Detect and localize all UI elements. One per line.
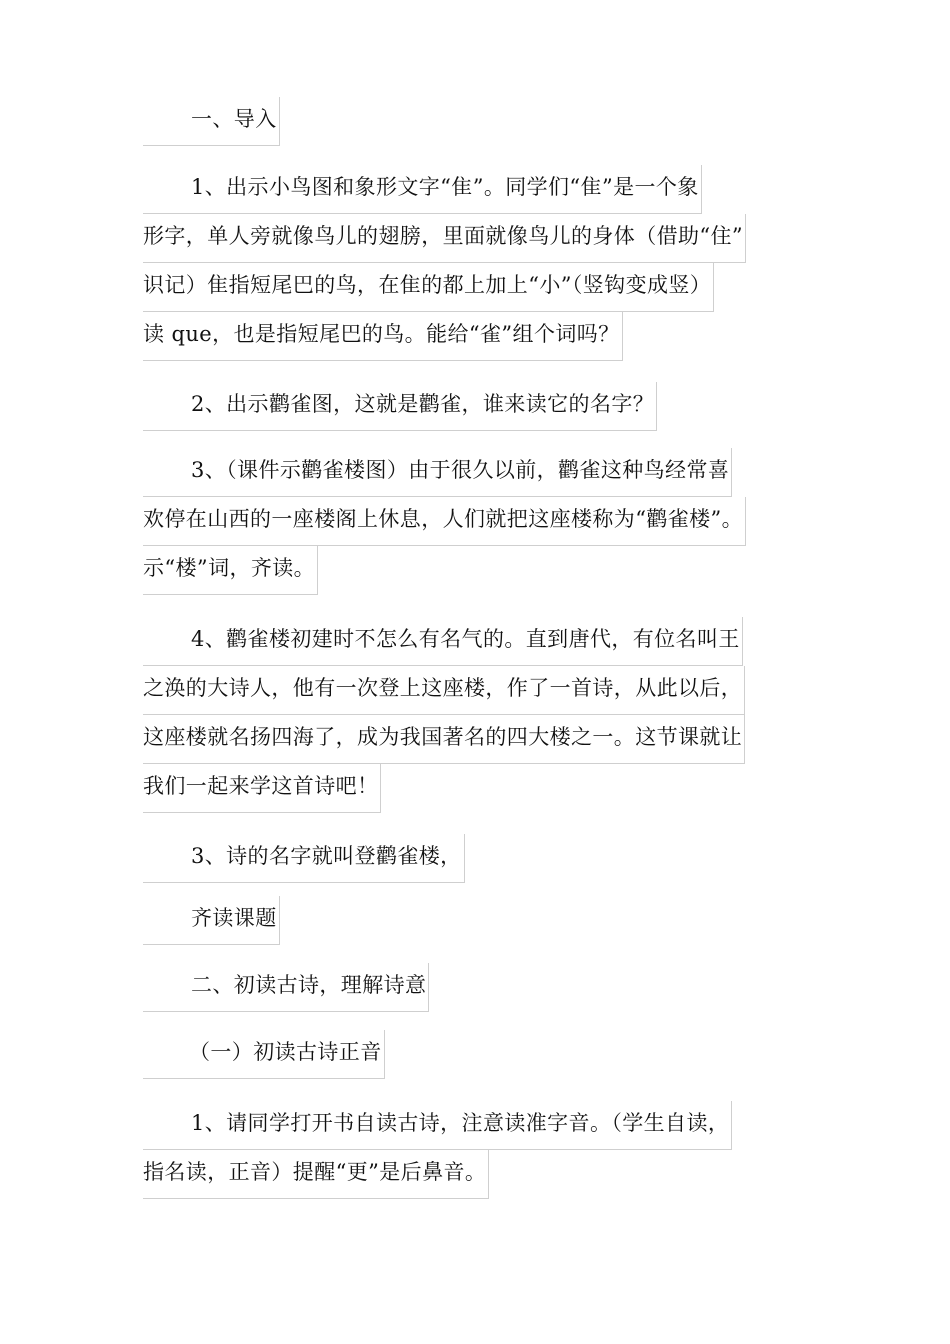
paragraph-character-zhui — [143, 165, 746, 361]
text-line: 3、（课件示鹳雀楼图）由于很久以前，鹳雀这种鸟经常喜 — [143, 448, 732, 497]
text-line: 形字，单人旁就像鸟儿的翅膀，里面就像鸟儿的身体（借助“住” — [143, 214, 746, 263]
text-line: 1、出示小鸟图和象形文字“隹”。同学们“隹”是一个象 — [143, 165, 702, 214]
text-line: （一）初读古诗正音 — [143, 1030, 385, 1079]
text-line: 2、出示鹳雀图，这就是鹳雀，谁来读它的名字？ — [143, 382, 657, 431]
text-line: 我们一起来学这首诗吧！ — [143, 764, 381, 813]
text-line: 二、初读古诗，理解诗意 — [143, 963, 429, 1012]
text-line: 4、鹳雀楼初建时不怎么有名气的。直到唐代，有位名叫王 — [143, 617, 743, 666]
paragraph-poet-story — [143, 617, 745, 813]
section-heading-intro — [143, 97, 280, 146]
section-heading-first-reading — [143, 963, 429, 1012]
text-line: 之涣的大诗人，他有一次登上这座楼，作了一首诗，从此以后， — [143, 666, 745, 715]
subsection-heading-pronunciation — [143, 1030, 385, 1079]
paragraph-stork-picture — [143, 382, 657, 431]
paragraph-poem-title — [143, 834, 465, 883]
text-line: 欢停在山西的一座楼阁上休息，人们就把这座楼称为“鹳雀楼”。 — [143, 497, 746, 546]
text-line: 读 que，也是指短尾巴的鸟。能给“雀”组个词吗？ — [143, 312, 623, 361]
text-line: 示“楼”词，齐读。 — [143, 546, 318, 595]
text-line: 3、诗的名字就叫登鹳雀楼， — [143, 834, 465, 883]
text-line: 一、导入 — [143, 97, 280, 146]
text-line: 指名读，正音）提醒“更”是后鼻音。 — [143, 1150, 489, 1199]
text-line: 识记）隹指短尾巴的鸟，在隹的都上加上“小”（竖钩变成竖） — [143, 263, 714, 312]
text-line: 1、请同学打开书自读古诗，注意读准字音。（学生自读， — [143, 1101, 732, 1150]
paragraph-read-title — [143, 896, 280, 945]
paragraph-self-reading — [143, 1101, 732, 1199]
text-line: 这座楼就名扬四海了，成为我国著名的四大楼之一。这节课就让 — [143, 715, 745, 764]
text-line: 齐读课题 — [143, 896, 280, 945]
paragraph-stork-tower — [143, 448, 746, 595]
